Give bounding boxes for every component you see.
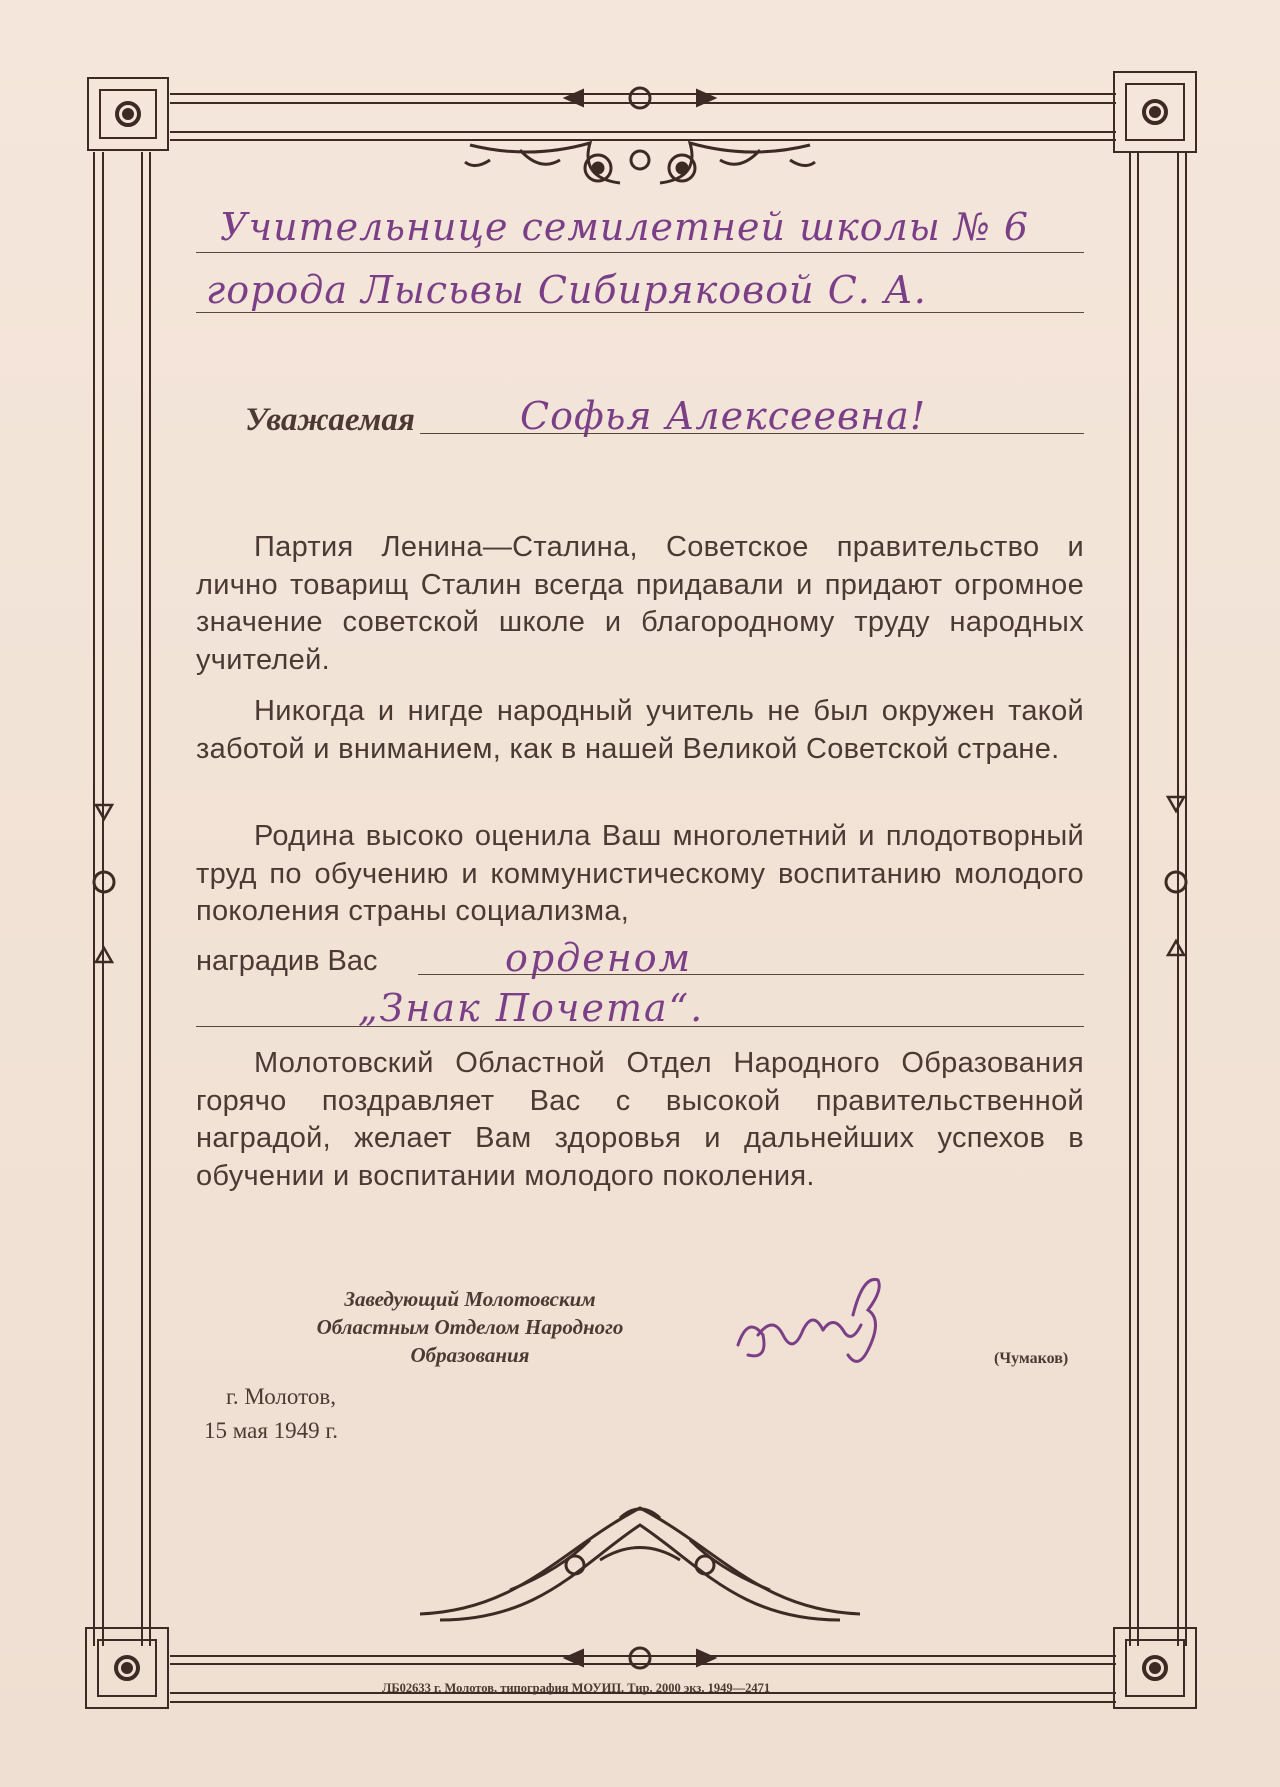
award-line-1: орденом [505,936,693,980]
recipient-underline-2 [196,312,1084,313]
date: 15 мая 1949 г. [204,1418,339,1443]
body-paragraph-4: Молотовский Областной Отдел Народного Образования горячо поздравляет Вас с высокой правительственной наградой, желает Вам здоровья и дальнейших успехов в обучении и воспитании молодого поколения. [196,1047,1084,1192]
body-paragraph-2: Никогда и нигде народный учитель не был окружен такой заботой и вниманием, как в нашей Великой Советской стране. [196,695,1084,765]
handwritten-signature [728,1275,898,1375]
signatory-title-line-1: Заведующий Молотовским [344,1287,596,1311]
salutation-name: Софья Алексеевна! [520,394,927,438]
signatory-title-line-3: Образования [410,1343,530,1367]
recipient-line-1: Учительнице семилетней школы № 6 [220,205,1030,249]
salutation-underline [420,433,1084,434]
top-scroll-ornament [465,143,815,183]
signatory-title [250,1285,690,1369]
recipient-line-2: города Лысьвы Сибиряковой С. А. [206,268,927,312]
bottom-arch-ornament [420,1508,860,1620]
printer-imprint: ЛБ02633 г. Молотов, типография МОУИП. Тир. 2000 экз. 1949—2471 [382,1681,771,1695]
award-underline-1 [418,974,1084,975]
signatory-name: (Чумаков) [994,1350,1069,1367]
salutation-prefix: Уважаемая [245,402,415,438]
signatory-title-line-2: Областным Отделом Народного [316,1315,624,1339]
body-paragraph-3: Родина высоко оценила Ваш многолетний и плодотворный труд по обучению и коммунистическому воспитанию молодого поколения страны социализма, [196,820,1084,927]
place: г. Молотов, [226,1384,336,1409]
award-line-2: „Знак Почета“. [358,986,705,1030]
body-paragraph-1: Партия Ленина—Сталина, Советское правительство и лично товарищ Сталин всегда придавали и придают огромное значение советской школе и благородному труду народных учителей. [196,531,1084,676]
award-underline-2 [196,1026,1084,1027]
recipient-underline-1 [196,252,1084,253]
award-prefix: наградив Вас [196,945,378,977]
